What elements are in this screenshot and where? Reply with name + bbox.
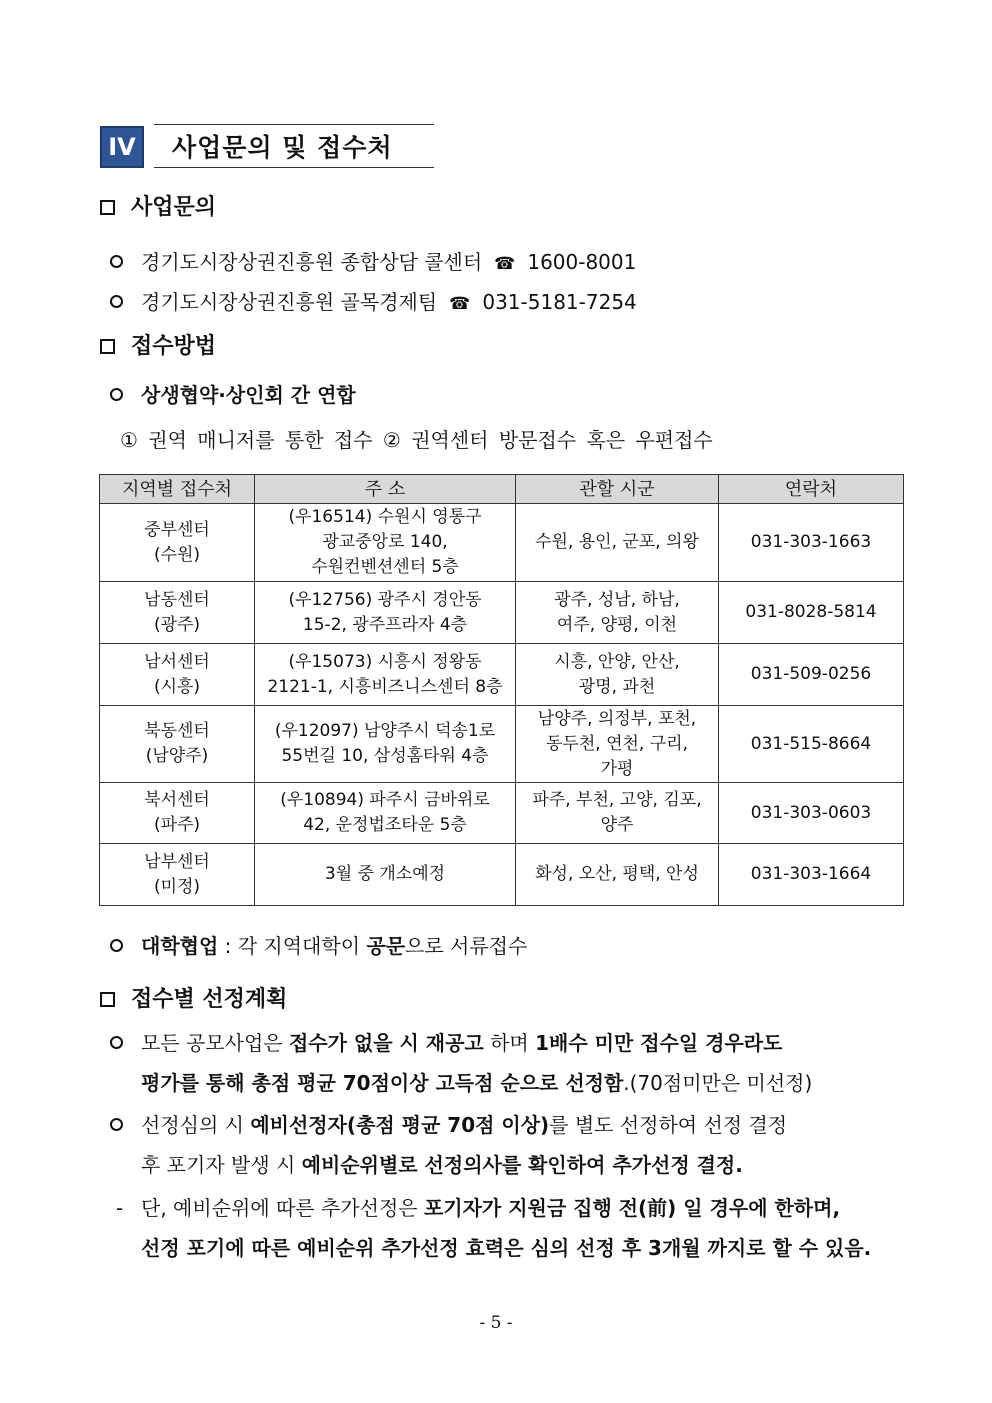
inquiry-item-callcenter (110, 246, 636, 275)
inquiry-item-team (110, 286, 637, 315)
checkbox-square-icon (100, 339, 115, 354)
cell-phone: 031-303-1664 (719, 844, 904, 906)
method-sub-coop-desc: ① 권역 매니저를 통한 접수 ② 권역센터 방문접수 혹은 우편접수 (120, 428, 713, 452)
cell-address (255, 844, 516, 906)
para1-text-a: 모든 공모사업은 (141, 1031, 289, 1055)
table-row (100, 844, 904, 906)
para2-text-e: 예비순위별로 선정의사를 확인하여 추가선정 결정. (301, 1153, 743, 1177)
col-header-area: 관할 시군 (516, 475, 719, 504)
para1-text-e: 평가를 통해 총점 평균 70점이상 고득점 순으로 선정함 (141, 1071, 624, 1095)
checkbox-square-icon (100, 200, 115, 215)
inquiry-item-text: 경기도시장상권진흥원 종합상담 콜센터 (141, 250, 483, 274)
selection-paragraph-2 (110, 1105, 910, 1185)
cell-center (100, 582, 255, 644)
selection-heading (100, 982, 287, 1013)
cell-address (255, 706, 516, 783)
cell-line: (미정) (153, 876, 201, 897)
cell-line: 남양주, 의정부, 포천, (537, 708, 697, 729)
checkbox-square-icon (100, 992, 115, 1007)
cell-center (100, 844, 255, 906)
method-sub-coop-text: 상생협약·상인회 간 연합 (141, 383, 356, 407)
cell-line: 동두천, 연천, 구리, (546, 733, 688, 754)
para1-text-f: .(70점미만은 미선정) (623, 1071, 813, 1095)
para3-line1 (116, 1188, 916, 1228)
circle-bullet-icon (110, 295, 123, 308)
cell-line: 55번길 10, 삼성홈타워 4층 (281, 746, 489, 766)
reception-table (99, 474, 904, 906)
selection-heading-text: 접수별 선정계획 (131, 987, 288, 1012)
section-header (100, 124, 434, 168)
col-header-center: 지역별 접수처 (100, 475, 255, 504)
inquiry-item-text: 경기도시장상권진흥원 골목경제팀 (141, 290, 438, 314)
selection-paragraph-1 (110, 1023, 910, 1103)
circle-bullet-icon (110, 1036, 123, 1049)
col-header-phone: 연락처 (719, 475, 904, 504)
method-heading (100, 329, 216, 360)
table-row (100, 582, 904, 644)
cell-center (100, 783, 255, 844)
cell-area (516, 783, 719, 844)
cell-line: 수원, 용인, 군포, 의왕 (535, 532, 699, 552)
phone-icon: ☎ (449, 294, 471, 314)
para3-text-a: 단, 예비순위에 따른 추가선정은 (141, 1196, 424, 1220)
col-header-address: 주 소 (255, 475, 516, 504)
cell-line: 42, 운정법조타운 5층 (303, 815, 467, 835)
circle-bullet-icon (110, 255, 123, 268)
cell-line: 광교중앙로 140, (322, 532, 448, 552)
cell-phone: 031-303-1663 (719, 504, 904, 582)
university-sep: : 각 지역대학이 (218, 934, 367, 958)
cell-line: 시흥, 안양, 안산, (554, 651, 680, 672)
para2-line1 (110, 1105, 910, 1145)
cell-line: 수원컨벤션센터 5층 (311, 557, 459, 577)
table-row (100, 504, 904, 582)
cell-line: (광주) (153, 614, 201, 635)
para3-text-b: 포기자가 지원금 집행 전(前) 일 경우에 한하며, (423, 1196, 841, 1220)
cell-area (516, 706, 719, 783)
cell-line: 2121-1, 시흥비즈니스센터 8층 (267, 676, 503, 697)
table-row (100, 783, 904, 844)
cell-line: 화성, 오산, 평택, 안성 (535, 864, 699, 884)
circle-bullet-icon (110, 388, 123, 401)
cell-phone: 031-515-8664 (719, 706, 904, 783)
para3-line2 (116, 1228, 916, 1268)
para2-text-a: 선정심의 시 (141, 1113, 251, 1137)
cell-area (516, 844, 719, 906)
para2-text-d: 후 포기자 발생 시 (141, 1153, 302, 1177)
cell-line: 양주 (600, 815, 634, 835)
university-rest: 으로 서류접수 (405, 934, 528, 958)
cell-area (516, 582, 719, 644)
selection-paragraph-3 (116, 1188, 916, 1268)
inquiry-heading (100, 190, 216, 221)
section-title-box (154, 124, 434, 168)
cell-line: (우12756) 광주시 경안동 (288, 589, 482, 610)
para2-text-c: 를 별도 선정하여 선정 결정 (549, 1113, 788, 1137)
method-sub-university (110, 930, 527, 959)
page-number: - 5 - (479, 1313, 513, 1333)
inquiry-item-phone: 031-5181-7254 (482, 290, 637, 314)
cell-line: 남부센터 (144, 851, 210, 872)
cell-line: (우16514) 수원시 영통구 (288, 507, 482, 527)
cell-center (100, 504, 255, 582)
cell-area (516, 504, 719, 582)
cell-phone: 031-8028-5814 (719, 582, 904, 644)
cell-center (100, 644, 255, 706)
cell-line: 3월 중 개소예정 (324, 864, 446, 884)
cell-line: (우12097) 남양주시 덕송1로 (274, 721, 496, 741)
table-row (100, 706, 904, 783)
cell-line: (남양주) (145, 746, 209, 766)
inquiry-heading-text: 사업문의 (131, 195, 217, 220)
cell-line: 광주, 성남, 하남, (554, 589, 680, 610)
section-number: IV (100, 126, 144, 168)
cell-line: (수원) (153, 544, 201, 565)
cell-address (255, 644, 516, 706)
cell-line: 광명, 과천 (578, 676, 656, 697)
cell-center (100, 706, 255, 783)
cell-line: (시흥) (153, 676, 201, 697)
para1-line1 (110, 1023, 896, 1063)
cell-line: 여주, 양평, 이천 (556, 614, 678, 635)
cell-phone: 031-509-0256 (719, 644, 904, 706)
para1-line1-content (110, 1023, 782, 1063)
cell-line: 15-2, 광주프라자 4층 (302, 614, 468, 635)
cell-line: 가평 (600, 758, 634, 779)
table-header-row (100, 475, 904, 504)
circle-bullet-icon (110, 1118, 123, 1131)
inquiry-item-phone: 1600-8001 (527, 250, 637, 274)
para1-line2 (110, 1063, 910, 1103)
university-bold: 공문 (366, 934, 406, 958)
cell-line: 북서센터 (144, 790, 210, 810)
method-heading-text: 접수방법 (131, 334, 217, 359)
cell-area (516, 644, 719, 706)
para3-text-c: 선정 포기에 따른 예비순위 추가선정 효력은 심의 선정 후 3개월 까지로 할 수 있음. (141, 1236, 872, 1260)
cell-address (255, 582, 516, 644)
para1-text-c: 하며 (483, 1031, 536, 1055)
para2-line2 (110, 1145, 910, 1185)
university-label: 대학협업 (141, 934, 219, 958)
phone-icon: ☎ (494, 254, 516, 274)
cell-line: 중부센터 (144, 519, 210, 540)
cell-line: 파주, 부천, 고양, 김포, (532, 790, 702, 810)
table-row (100, 644, 904, 706)
cell-line: (우15073) 시흥시 정왕동 (288, 651, 482, 672)
dash-bullet: - (116, 1196, 124, 1220)
cell-line: (우10894) 파주시 금바위로 (280, 790, 490, 810)
para1-text-b: 접수가 없을 시 재공고 (288, 1031, 484, 1055)
cell-address (255, 504, 516, 582)
method-sub-coop (110, 379, 356, 408)
cell-address (255, 783, 516, 844)
para1-text-d: 1배수 미만 접수일 경우라도 (535, 1031, 783, 1055)
section-title: 사업문의 및 접수처 (172, 133, 393, 162)
cell-line: (파주) (153, 815, 201, 835)
para2-text-b: 예비선정자(총점 평균 70점 이상) (250, 1113, 550, 1137)
cell-line: 남서센터 (144, 651, 210, 672)
circle-bullet-icon (110, 939, 123, 952)
cell-line: 북동센터 (144, 721, 210, 741)
cell-line: 남동센터 (144, 589, 210, 610)
cell-phone: 031-303-0603 (719, 783, 904, 844)
